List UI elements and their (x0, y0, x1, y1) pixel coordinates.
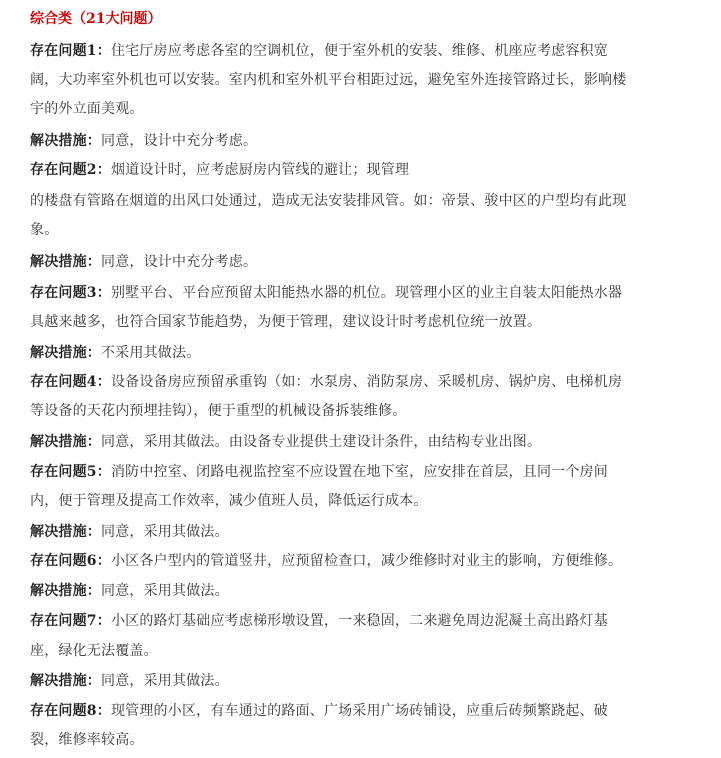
paragraph-line (30, 670, 229, 692)
line-text: 住宅厅房应考虑各室的空调机位，便于室外机的安装、维修、机座应考虑容积宽 (110, 43, 608, 59)
issue-label: 存在问题3： (30, 285, 111, 301)
line-text: 同意，采用其做法。 (101, 524, 229, 540)
paragraph-line (30, 461, 608, 483)
paragraph-line (30, 371, 622, 393)
section-title: 综合类（21大问题） (30, 11, 162, 27)
issue-label: 存在问题5： (30, 464, 111, 480)
paragraph-line (30, 130, 257, 152)
line-text: 同意，采用其做法。由设备专业提供土建设计条件，由结构专业出图。 (101, 434, 542, 450)
solution-label: 解决措施： (30, 254, 101, 270)
paragraph-line (30, 400, 406, 422)
solution-label: 解决措施： (30, 583, 101, 599)
solution-label: 解决措施： (30, 673, 101, 689)
paragraph-line (30, 159, 409, 181)
paragraph-line (30, 550, 622, 572)
line-text: 内，便于管理及提高工作效率，减少值班人员，降低运行成本。 (30, 493, 428, 509)
issue-label: 存在问题7： (30, 613, 111, 629)
line-text: 等设备的天花内预埋挂钩），便于重型的机械设备拆装维修。 (30, 403, 407, 419)
paragraph-line (30, 729, 144, 751)
paragraph-line (30, 610, 608, 632)
line-text: 同意，设计中充分考虑。 (101, 133, 258, 149)
solution-label: 解决措施： (30, 524, 101, 540)
line-text: 小区各户型内的管道竖井，应预留检查口，减少维修时对业主的影响，方便维修。 (110, 553, 623, 569)
line-text: 宇的外立面美观。 (30, 101, 144, 117)
line-text: 不采用其做法。 (101, 345, 201, 361)
paragraph-line (30, 490, 428, 512)
paragraph-line (30, 521, 229, 543)
paragraph-line (30, 580, 229, 602)
line-text: 座，绿化无法覆盖。 (30, 643, 158, 659)
issue-label: 存在问题1： (30, 43, 111, 59)
issue-label: 存在问题4： (30, 374, 111, 390)
solution-label: 解决措施： (30, 133, 101, 149)
line-text: 阔，大功率室外机也可以安装。室内机和室外机平台相距过远，避免室外连接管路过长，影响楼 (30, 72, 627, 88)
paragraph-line (30, 40, 608, 62)
line-text: 裂，维修率较高。 (30, 732, 144, 748)
issue-label: 存在问题2： (30, 162, 111, 178)
issue-label: 存在问题8： (30, 703, 111, 719)
paragraph-line (30, 282, 622, 304)
line-text: 的楼盘有管路在烟道的出风口处通过，造成无法安装排风管。如：帝景、骏中区的户型均有此现 (30, 193, 627, 209)
line-text: 同意，采用其做法。 (101, 673, 229, 689)
line-text: 设备设备房应预留承重钩（如：水泵房、消防泵房、采暖机房、锅炉房、电梯机房 (110, 374, 623, 390)
line-text: 烟道设计时，应考虑厨房内管线的避让；现管理 (110, 162, 410, 178)
line-text: 具越来越多，也符合国家节能趋势，为便于管理，建议设计时考虑机位统一放置。 (30, 314, 542, 330)
paragraph-line (30, 219, 58, 241)
paragraph-line (30, 431, 541, 453)
solution-label: 解决措施： (30, 434, 101, 450)
paragraph-line (30, 98, 144, 120)
solution-label: 解决措施： (30, 345, 101, 361)
line-text: 同意，采用其做法。 (101, 583, 229, 599)
paragraph-line (30, 700, 608, 722)
issue-label: 存在问题6： (30, 553, 111, 569)
line-text: 小区的路灯基础应考虑梯形墩设置，一来稳固，二来避免周边泥凝土高出路灯基 (110, 613, 608, 629)
line-text: 同意，设计中充分考虑。 (101, 254, 258, 270)
paragraph-line (30, 640, 158, 662)
paragraph-line (30, 69, 626, 91)
paragraph-line (30, 342, 200, 364)
paragraph-line (30, 251, 257, 273)
line-text: 消防中控室、闭路电视监控室不应设置在地下室，应安排在首层，且同一个房间 (110, 464, 608, 480)
line-text: 象。 (30, 222, 59, 238)
line-text: 别墅平台、平台应预留太阳能热水器的机位。现管理小区的业主自装太阳能热水器 (110, 285, 623, 301)
paragraph-line (30, 190, 626, 212)
line-text: 现管理的小区，有车通过的路面、广场采用广场砖铺设，应重后砖频繁跷起、破 (110, 703, 608, 719)
paragraph-line (30, 311, 541, 333)
